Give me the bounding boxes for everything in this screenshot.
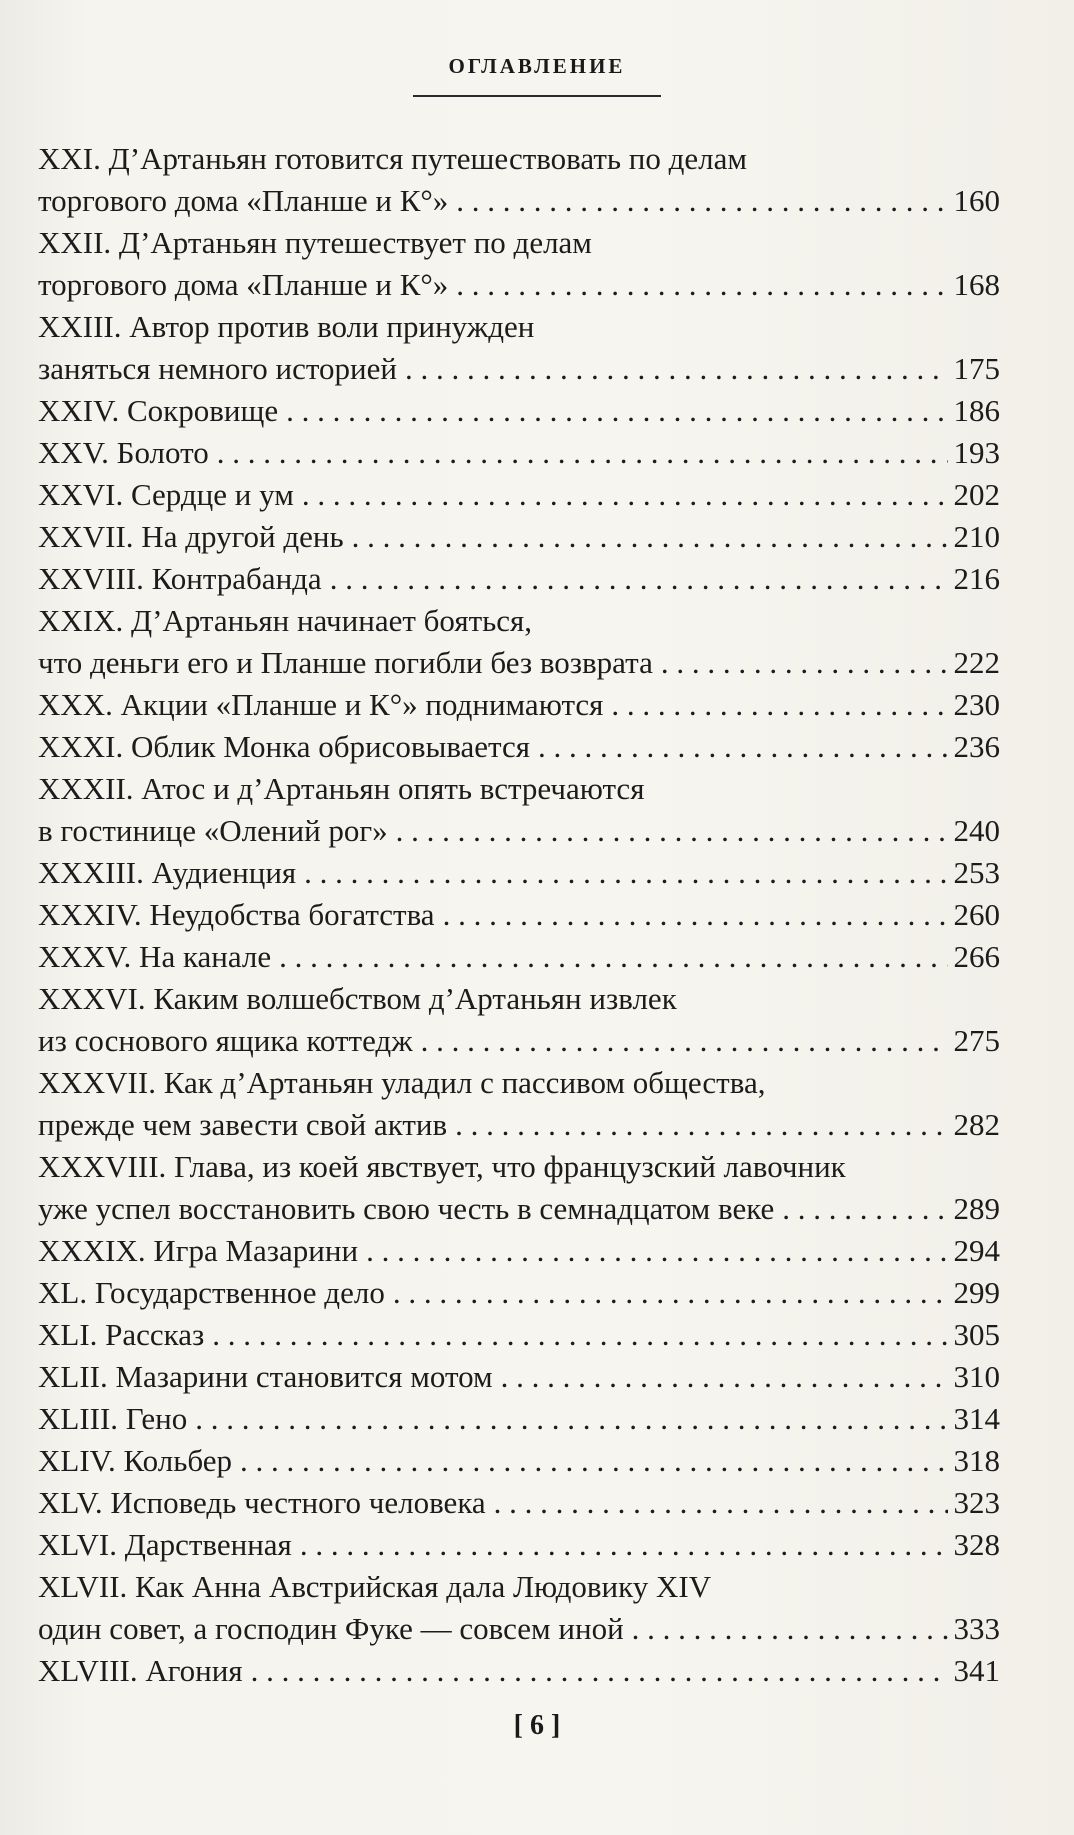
- toc-entry-title: XLIV. Кольбер: [38, 1443, 232, 1478]
- toc-entry-leader-line: [38, 936, 1000, 978]
- toc-entry: [38, 936, 1000, 978]
- toc-entry-title: один совет, а господин Фуке — совсем иной: [38, 1611, 624, 1646]
- page-title: ОГЛАВЛЕНИЕ: [448, 54, 626, 78]
- toc-entry-leader-line: [38, 1188, 1000, 1230]
- toc-entry-page-number: 168: [953, 267, 1000, 302]
- toc-entry-title: XL. Государственное дело: [38, 1275, 385, 1310]
- toc-entry-page-number: 341: [953, 1653, 1000, 1688]
- toc-entry-title-line: XLVII. Как Анна Австрийская дала Людовику XIV: [38, 1569, 712, 1604]
- toc-entry-page-number: 202: [953, 477, 1000, 512]
- dot-leader: [304, 852, 947, 894]
- toc-entry-leader-line: [38, 1650, 1000, 1692]
- dot-leader: [302, 474, 948, 516]
- toc-entry: [38, 768, 1000, 852]
- toc-entry: [38, 474, 1000, 516]
- toc-entry-title: из соснового ящика коттедж: [38, 1023, 413, 1058]
- toc-entry: [38, 306, 1000, 390]
- toc-entry-leader-line: [38, 726, 1000, 768]
- toc-entry-title-line: XXXVI. Каким волшебством д’Артаньян извлек: [38, 981, 677, 1016]
- dot-leader: [366, 1230, 947, 1272]
- toc-entry-title: XXVI. Сердце и ум: [38, 477, 294, 512]
- table-of-contents: [38, 138, 1000, 1692]
- dot-leader: [455, 1104, 947, 1146]
- toc-entry-title: XLIII. Гено: [38, 1401, 188, 1436]
- toc-entry: [38, 894, 1000, 936]
- toc-entry-title: XXXIV. Неудобства богатства: [38, 897, 435, 932]
- toc-entry-page-number: 289: [953, 1191, 1000, 1226]
- toc-entry-leader-line: [38, 1524, 1000, 1566]
- dot-leader: [405, 348, 948, 390]
- dot-leader: [352, 516, 948, 558]
- toc-entry: [38, 978, 1000, 1062]
- dot-leader: [494, 1482, 948, 1524]
- dot-leader: [212, 1314, 947, 1356]
- toc-entry-leader-line: [38, 516, 1000, 558]
- toc-entry-leader-line: [38, 810, 1000, 852]
- toc-entry: [38, 1146, 1000, 1230]
- toc-entry-page-number: 305: [953, 1317, 1000, 1352]
- toc-entry-title: XXXI. Облик Монка обрисовывается: [38, 729, 531, 764]
- dot-leader: [393, 1272, 948, 1314]
- toc-entry-title: XXIV. Сокровище: [38, 393, 279, 428]
- toc-entry: [38, 684, 1000, 726]
- toc-entry-leader-line: [38, 852, 1000, 894]
- toc-entry-page-number: 323: [953, 1485, 1000, 1520]
- toc-entry-title: уже успел восстановить свою честь в семнадцатом веке: [38, 1191, 775, 1226]
- toc-entry-leader-line: [38, 180, 1000, 222]
- toc-entry-page-number: 314: [953, 1401, 1000, 1436]
- toc-entry-leader-line: [38, 1440, 1000, 1482]
- toc-entry-page-number: 193: [953, 435, 1000, 470]
- dot-leader: [279, 936, 947, 978]
- toc-entry-leader-line: [38, 348, 1000, 390]
- toc-entry-page-number: 310: [953, 1359, 1000, 1394]
- toc-entry: [38, 1482, 1000, 1524]
- toc-entry: [38, 138, 1000, 222]
- toc-entry-page-number: 318: [953, 1443, 1000, 1478]
- toc-entry: [38, 1650, 1000, 1692]
- toc-entry-page-number: 216: [953, 561, 1000, 596]
- toc-entry-title: торгового дома «Планше и К°»: [38, 267, 449, 302]
- dot-leader: [330, 558, 948, 600]
- dot-leader: [443, 894, 948, 936]
- toc-entry-title: что деньги его и Планше погибли без возврата: [38, 645, 653, 680]
- toc-entry-page-number: 222: [953, 645, 1000, 680]
- toc-entry: [38, 1356, 1000, 1398]
- toc-entry: [38, 1062, 1000, 1146]
- toc-entry: [38, 222, 1000, 306]
- dot-leader: [611, 684, 947, 726]
- toc-entry-title: XXVIII. Контрабанда: [38, 561, 322, 596]
- toc-entry-leader-line: [38, 1104, 1000, 1146]
- toc-entry: [38, 390, 1000, 432]
- title-underline: [413, 95, 661, 97]
- toc-entry-page-number: 210: [953, 519, 1000, 554]
- toc-entry: [38, 1440, 1000, 1482]
- toc-entry-leader-line: [38, 1020, 1000, 1062]
- dot-leader: [421, 1020, 948, 1062]
- toc-entry: [38, 432, 1000, 474]
- toc-entry: [38, 516, 1000, 558]
- toc-entry-title-line: XXXII. Атос и д’Артаньян опять встречаются: [38, 771, 645, 806]
- toc-entry-leader-line: [38, 1272, 1000, 1314]
- toc-entry-title-line: XXII. Д’Артаньян путешествует по делам: [38, 225, 592, 260]
- toc-entry-leader-line: [38, 264, 1000, 306]
- dot-leader: [240, 1440, 948, 1482]
- toc-entry-title: XLII. Мазарини становится мотом: [38, 1359, 493, 1394]
- toc-entry-leader-line: [38, 1482, 1000, 1524]
- toc-entry-leader-line: [38, 474, 1000, 516]
- toc-entry-title-line: XXXVIII. Глава, из коей явствует, что французский лавочник: [38, 1149, 846, 1184]
- toc-entry-title-line: XXI. Д’Артаньян готовится путешествовать по делам: [38, 141, 748, 176]
- toc-entry-title: в гостинице «Олений рог»: [38, 813, 388, 848]
- toc-entry-page-number: 240: [953, 813, 1000, 848]
- page-number: [ 6 ]: [513, 1710, 561, 1741]
- toc-entry-leader-line: [38, 390, 1000, 432]
- toc-entry: [38, 1398, 1000, 1440]
- toc-entry-leader-line: [38, 1230, 1000, 1272]
- toc-entry-title: торгового дома «Планше и К°»: [38, 183, 449, 218]
- toc-entry-page-number: 275: [953, 1023, 1000, 1058]
- toc-entry-title: XLVI. Дарственная: [38, 1527, 292, 1562]
- toc-entry-page-number: 299: [953, 1275, 1000, 1310]
- toc-entry-page-number: 236: [953, 729, 1000, 764]
- toc-entry: [38, 1230, 1000, 1272]
- dot-leader: [632, 1608, 948, 1650]
- toc-entry-title: XXV. Болото: [38, 435, 209, 470]
- page-header: [0, 54, 1074, 97]
- toc-entry-title: прежде чем завести свой актив: [38, 1107, 448, 1142]
- toc-entry-title-line: XXXVII. Как д’Артаньян уладил с пассивом общества,: [38, 1065, 766, 1100]
- dot-leader: [661, 642, 948, 684]
- toc-entry-title: XXXIX. Игра Мазарини: [38, 1233, 359, 1268]
- toc-entry-page-number: 282: [953, 1107, 1000, 1142]
- dot-leader: [456, 264, 947, 306]
- toc-entry-title: XXVII. На другой день: [38, 519, 344, 554]
- toc-entry-page-number: 328: [953, 1527, 1000, 1562]
- toc-entry-page-number: 253: [953, 855, 1000, 890]
- toc-entry-page-number: 260: [953, 897, 1000, 932]
- toc-entry-title-line: XXIII. Автор против воли принужден: [38, 309, 535, 344]
- toc-entry-page-number: 266: [953, 939, 1000, 974]
- toc-entry-title: XLI. Рассказ: [38, 1317, 205, 1352]
- dot-leader: [195, 1398, 947, 1440]
- toc-entry-leader-line: [38, 894, 1000, 936]
- toc-entry-page-number: 175: [953, 351, 1000, 386]
- dot-leader: [251, 1650, 948, 1692]
- toc-entry-title: заняться немного историей: [38, 351, 397, 386]
- toc-entry-page-number: 160: [953, 183, 1000, 218]
- toc-entry-page-number: 333: [953, 1611, 1000, 1646]
- toc-entry: [38, 852, 1000, 894]
- toc-entry-title-line: XXIX. Д’Артаньян начинает бояться,: [38, 603, 533, 638]
- toc-entry: [38, 600, 1000, 684]
- dot-leader: [456, 180, 947, 222]
- toc-entry: [38, 726, 1000, 768]
- toc-entry-leader-line: [38, 1356, 1000, 1398]
- toc-entry-leader-line: [38, 1314, 1000, 1356]
- toc-entry: [38, 1272, 1000, 1314]
- toc-entry-page-number: 186: [953, 393, 1000, 428]
- toc-entry-title: XXXV. На канале: [38, 939, 272, 974]
- dot-leader: [538, 726, 947, 768]
- toc-entry-leader-line: [38, 642, 1000, 684]
- dot-leader: [501, 1356, 948, 1398]
- toc-entry: [38, 1314, 1000, 1356]
- dot-leader: [396, 810, 948, 852]
- toc-entry-page-number: 230: [953, 687, 1000, 722]
- dot-leader: [300, 1524, 948, 1566]
- toc-entry-leader-line: [38, 1608, 1000, 1650]
- toc-entry-title: XXXIII. Аудиенция: [38, 855, 297, 890]
- dot-leader: [217, 432, 948, 474]
- toc-entry-title: XLV. Исповедь честного человека: [38, 1485, 486, 1520]
- dot-leader: [286, 390, 947, 432]
- toc-entry: [38, 1524, 1000, 1566]
- toc-entry-page-number: 294: [953, 1233, 1000, 1268]
- dot-leader: [782, 1188, 947, 1230]
- toc-entry-leader-line: [38, 558, 1000, 600]
- toc-entry: [38, 1566, 1000, 1650]
- toc-entry: [38, 558, 1000, 600]
- toc-entry-leader-line: [38, 1398, 1000, 1440]
- toc-entry-leader-line: [38, 432, 1000, 474]
- toc-entry-title: XXX. Акции «Планше и К°» поднимаются: [38, 687, 604, 722]
- toc-entry-leader-line: [38, 684, 1000, 726]
- toc-entry-title: XLVIII. Агония: [38, 1653, 243, 1688]
